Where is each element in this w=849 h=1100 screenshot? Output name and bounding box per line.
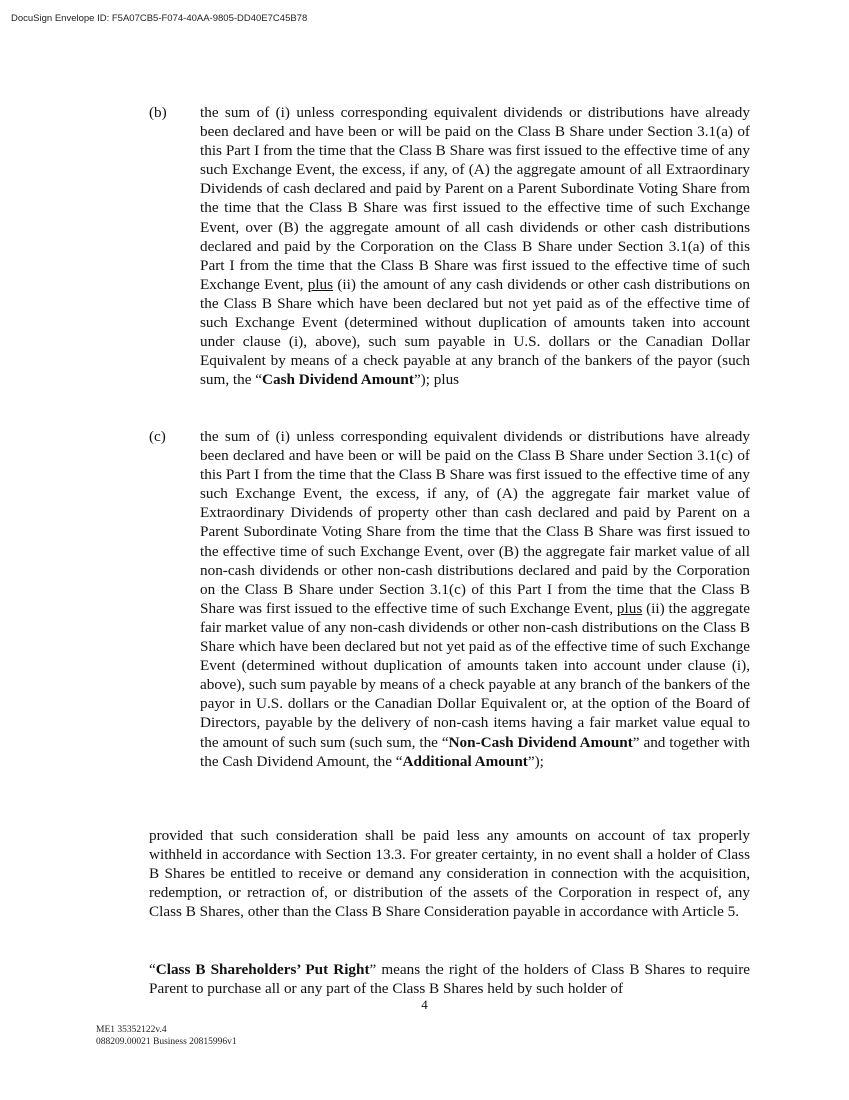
clause-b xyxy=(149,103,750,389)
provided-paragraph: provided that such consideration shall be paid less any amounts on account of tax properly withheld in accordance with Section 13.3. For greater certainty, in no event shall a holder of Class B Shares be entitled to receive or demand any consideration in connection with the acquisition, redemption, or retraction of, or distribution of the assets of the Corporation in respect of, any Class B Shares, other than the Class B Share Consideration payable in accordance with Article 5. xyxy=(149,827,750,921)
clause-c-text-part-2: (ii) the aggregate fair market value of any non-cash dividends or other non-cash distributions on the Class B Share which have been declared but not yet paid as of the effective time of such Exchange Event (determined without duplication of amounts taken into account under clause (i), above), such sum payable by means of a check payable at any branch of the bankers of the payor in U.S. dollars or the Canadian Dollar Equivalent or, at the option of the Board of Directors, payable by the delivery of non-cash items having a fair market value equal to the amount of such sum (such sum, the “ xyxy=(200,599,750,751)
docusign-envelope-id: DocuSign Envelope ID: F5A07CB5-F074-40AA-9805-DD40E7C45B78 xyxy=(11,13,308,24)
clause-c-text-part-3: ” and together with the Cash Dividend Amount, the “ xyxy=(200,733,750,770)
page-number: 4 xyxy=(421,997,428,1012)
definition-text: ” means the right of the holders of Class B Shares to require Parent to purchase all or any part of the Class B Shares held by such holder of xyxy=(149,961,750,998)
non-cash-dividend-amount-term: Non-Cash Dividend Amount xyxy=(448,733,633,751)
clause-c-text-part-4: ”); xyxy=(527,752,544,770)
put-right-definition xyxy=(149,960,750,998)
clause-c-plus: plus xyxy=(616,599,643,617)
clause-b-text-part-3: ”); plus xyxy=(413,371,460,389)
put-right-term: Class B Shareholders’ Put Right xyxy=(155,961,370,978)
clause-b-plus: plus xyxy=(307,275,334,293)
clause-b-label: (b) xyxy=(149,104,167,121)
clause-b-text-part-2: (ii) the amount of any cash dividends or other cash distributions on the Class B Share which have been declared but not yet paid as of the effective time of such Exchange Event (determined without duplication of amounts taken into account under clause (i), above), such sum payable in U.S. dollars or the Canadian Dollar Equivalent by means of a check payable at any branch of the bankers of the payor (such sum, the “ xyxy=(200,275,750,389)
clause-b-text xyxy=(200,103,750,389)
clause-c-label: (c) xyxy=(149,428,166,445)
footer-line-2: 088209.00021 Business 20815996v1 xyxy=(96,1036,237,1047)
additional-amount-term: Additional Amount xyxy=(402,752,528,770)
document-footer xyxy=(96,1025,237,1048)
clause-c-text-part-1: the sum of (i) unless corresponding equivalent dividends or distributions have already been declared and have been or will be paid on the Class B Share under Section 3.1(c) of this Part I from the time that the Class B Share was first issued to the effective time of any such Exchange Event, the excess, if any, of (A) the aggregate fair market value of Extraordinary Dividends of property other than cash declared and paid by Parent on a Parent Subordinate Voting Share from the time that the Class B Share was first issued to the effective time of such Exchange Event, over (B) the aggregate fair market value of all non-cash dividends or other non-cash distributions declared and paid by the Corporation on the Class B Share under Section 3.1(c) of this Part I from the time that the Class B Share was first issued to the effective time of such Exchange Event, xyxy=(200,428,750,617)
definition-open-quote: “ xyxy=(149,961,156,978)
cash-dividend-amount-term: Cash Dividend Amount xyxy=(262,371,414,389)
clause-c-text xyxy=(200,427,750,771)
footer-line-1: ME1 35352122v.4 xyxy=(96,1025,167,1035)
clause-c xyxy=(149,427,750,771)
clause-b-text-part-1: the sum of (i) unless corresponding equivalent dividends or distributions have already been declared and have been or will be paid on the Class B Share under Section 3.1(a) of this Part I from the time that the Class B Share was first issued to the effective time of any such Exchange Event, the excess, if any, of (A) the aggregate amount of all Extraordinary Dividends of cash declared and paid by Parent on a Parent Subordinate Voting Share from the time that the Class B Share was first issued to the effective time of such Exchange Event, over (B) the aggregate amount of all cash dividends or other cash distributions declared and paid by the Corporation on the Class B Share under Section 3.1(a) of this Part I from the time that the Class B Share was first issued to the effective time of such Exchange Event, xyxy=(200,104,750,293)
